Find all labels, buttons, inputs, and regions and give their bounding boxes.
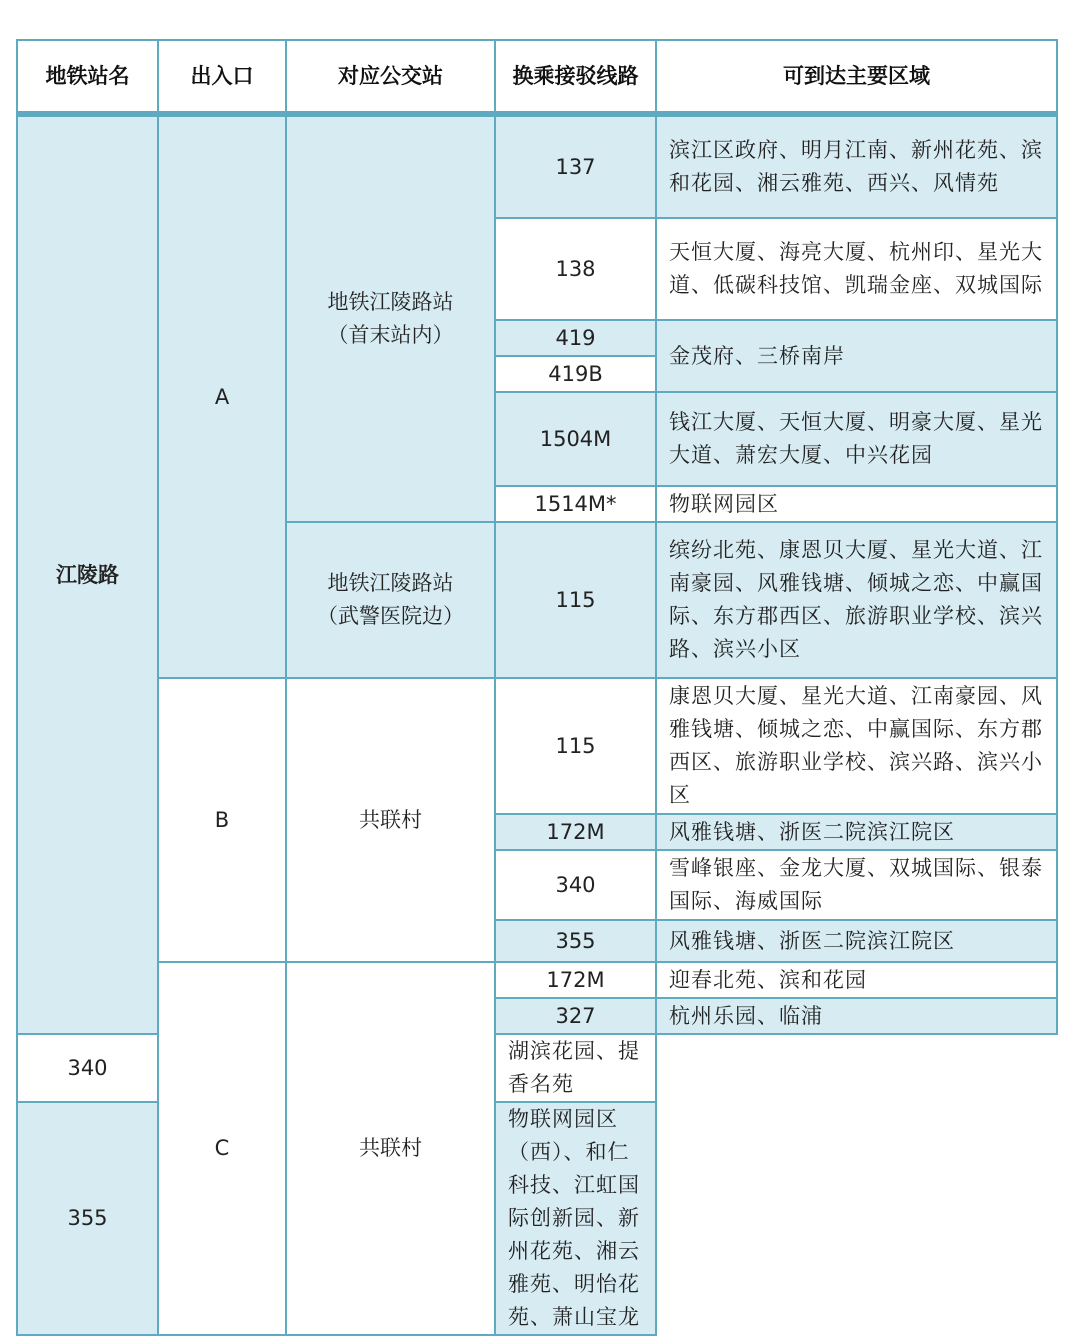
area-cell: 物联网园区（西）、和仁科技、江虹国际创新园、新州花苑、湘云雅苑、明怡花苑、萧山宝龙 [495, 1102, 656, 1335]
header-exit: 出入口 [158, 40, 286, 114]
area-cell: 缤纷北苑、康恩贝大厦、星光大道、江南豪园、风雅钱塘、倾城之恋、中赢国际、东方郡西区、旅游职业学校、滨兴路、滨兴小区 [656, 522, 1057, 678]
header-transfer-line: 换乘接驳线路 [495, 40, 656, 114]
area-cell: 风雅钱塘、浙医二院滨江院区 [656, 814, 1057, 850]
area-cell: 风雅钱塘、浙医二院滨江院区 [656, 920, 1057, 962]
header-bus-stop: 对应公交站 [286, 40, 495, 114]
bus-stop-c: 共联村 [286, 962, 495, 1335]
transfer-table [16, 39, 1058, 1336]
line-cell: 355 [495, 920, 656, 962]
line-cell: 137 [495, 114, 656, 218]
line-cell: 138 [495, 218, 656, 320]
line-cell: 115 [495, 678, 656, 814]
area-cell: 金茂府、三桥南岸 [656, 320, 1057, 392]
area-cell: 雪峰银座、金龙大厦、双城国际、银泰国际、海威国际 [656, 850, 1057, 920]
bus-stop-b: 共联村 [286, 678, 495, 962]
exit-c: C [158, 962, 286, 1335]
line-cell: 1504M [495, 392, 656, 486]
station-name: 江陵路 [17, 114, 158, 1034]
table-row [17, 962, 1057, 998]
line-cell: 172M [495, 814, 656, 850]
line-cell: 340 [17, 1034, 158, 1102]
header-areas: 可到达主要区域 [656, 40, 1057, 114]
line-cell: 340 [495, 850, 656, 920]
area-cell: 杭州乐园、临浦 [656, 998, 1057, 1034]
area-cell: 钱江大厦、天恒大厦、明豪大厦、星光大道、萧宏大厦、中兴花园 [656, 392, 1057, 486]
table-row [17, 678, 1057, 814]
header-row [17, 40, 1057, 114]
line-cell: 115 [495, 522, 656, 678]
line-cell: 1514M* [495, 486, 656, 522]
exit-b: B [158, 678, 286, 962]
line-cell: 172M [495, 962, 656, 998]
exit-a: A [158, 114, 286, 678]
area-cell: 物联网园区 [656, 486, 1057, 522]
line-cell: 327 [495, 998, 656, 1034]
table-row [17, 114, 1057, 218]
area-cell: 湖滨花园、提香名苑 [495, 1034, 656, 1102]
bus-stop-a1: 地铁江陵路站（首末站内） [286, 114, 495, 522]
area-cell: 滨江区政府、明月江南、新州花苑、滨和花园、湘云雅苑、西兴、风情苑 [656, 114, 1057, 218]
area-cell: 康恩贝大厦、星光大道、江南豪园、风雅钱塘、倾城之恋、中赢国际、东方郡西区、旅游职业学校、滨兴路、滨兴小区 [656, 678, 1057, 814]
line-cell: 355 [17, 1102, 158, 1335]
area-cell: 天恒大厦、海亮大厦、杭州印、星光大道、低碳科技馆、凯瑞金座、双城国际 [656, 218, 1057, 320]
bus-stop-a2: 地铁江陵路站（武警医院边） [286, 522, 495, 678]
line-cell: 419B [495, 356, 656, 392]
line-cell: 419 [495, 320, 656, 356]
header-station: 地铁站名 [17, 40, 158, 114]
area-cell: 迎春北苑、滨和花园 [656, 962, 1057, 998]
